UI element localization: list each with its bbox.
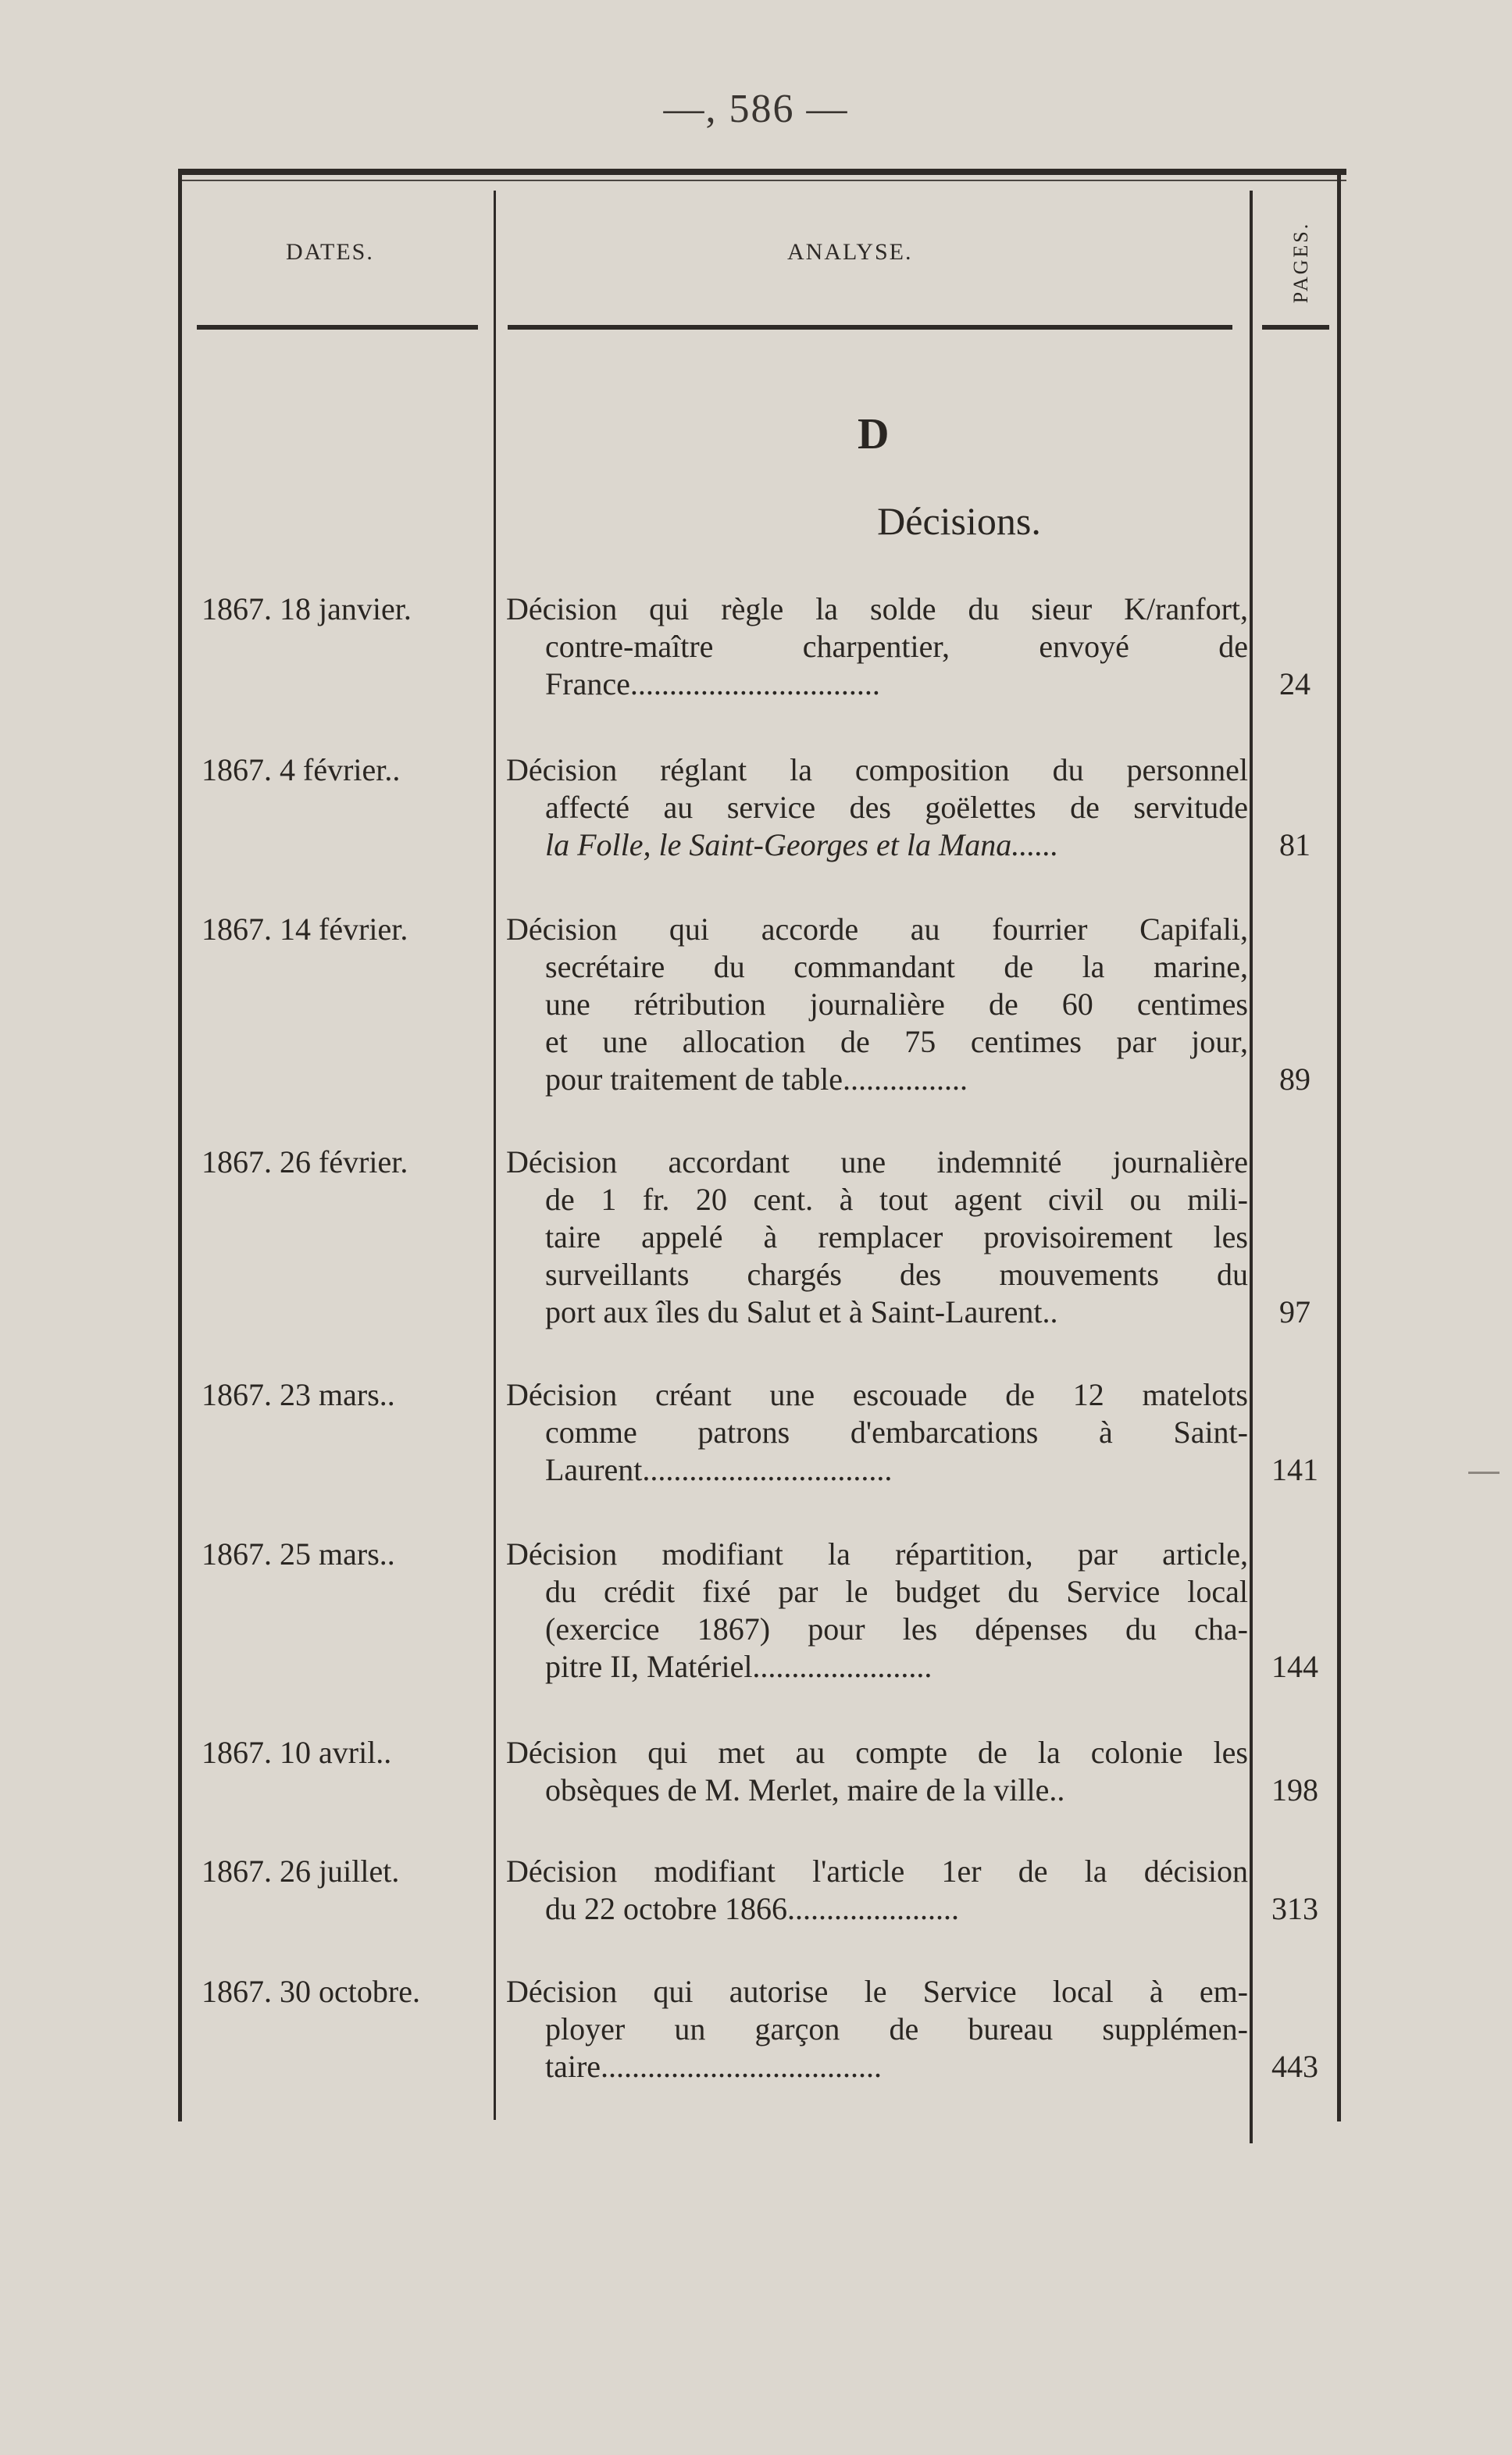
- entry-analysis: [506, 751, 1248, 864]
- analysis-line: Décision accordant une indemnité journalière: [506, 1144, 1248, 1179]
- analysis-line: comme patrons d'embarcations à Saint-: [545, 1415, 1248, 1450]
- table-right-border: [1337, 169, 1341, 2121]
- analysis-line: Décision qui règle la solde du sieur K/ranfort,: [506, 591, 1248, 626]
- analysis-line: du 22 octobre 1866......................: [545, 1891, 959, 1926]
- entry-page: 141: [1271, 1452, 1318, 1487]
- analysis-line: Laurent................................: [545, 1452, 893, 1487]
- entry-date: 1867. 26 février.: [201, 1144, 408, 1179]
- analyse-header-rule: [508, 325, 1232, 330]
- analysis-line: taire....................................: [545, 2049, 883, 2084]
- pages-header-label: PAGES.: [1289, 221, 1312, 304]
- analysis-line: affecté au service des goëlettes de servitude: [545, 790, 1248, 825]
- analysis-line: Décision qui accorde au fourrier Capifali,: [506, 912, 1248, 947]
- table-top-rule-thin: [178, 180, 1346, 181]
- analysis-line: secrétaire du commandant de la marine,: [545, 949, 1248, 984]
- entry-analysis: [506, 1376, 1248, 1489]
- entry-date: 1867. 14 février.: [201, 912, 408, 947]
- analysis-line: une rétribution journalière de 60 centimes: [545, 987, 1248, 1022]
- entry-page: 144: [1271, 1649, 1318, 1684]
- pages-header-rule: [1262, 325, 1329, 330]
- analysis-line: Décision modifiant la répartition, par article,: [506, 1536, 1248, 1572]
- analysis-line: (exercice 1867) pour les dépenses du cha-: [545, 1611, 1248, 1647]
- entry-page: 97: [1279, 1294, 1311, 1329]
- page-number: —, 586 —: [663, 87, 849, 131]
- index-table: [178, 169, 1346, 2121]
- analysis-line: France................................: [545, 666, 880, 701]
- margin-mark: [1468, 1472, 1500, 1474]
- analysis-line: Décision qui autorise le Service local à em-: [506, 1974, 1248, 2009]
- table-left-border: [178, 169, 182, 2121]
- analysis-line: Décision modifiant l'article 1er de la décision: [506, 1854, 1248, 1889]
- entry-page: 24: [1279, 666, 1311, 701]
- entry-analysis: [506, 911, 1248, 1098]
- section-title: Décisions.: [877, 499, 1041, 543]
- entry-date: 1867. 23 mars..: [201, 1377, 395, 1412]
- analysis-line: taire appelé à remplacer provisoirement les: [545, 1219, 1248, 1254]
- entry-date: 1867. 4 février..: [201, 752, 401, 787]
- entry-page: 198: [1271, 1772, 1318, 1807]
- dates-header-rule: [197, 325, 478, 330]
- entry-page: 89: [1279, 1062, 1311, 1097]
- pages-column-header: [1270, 200, 1332, 325]
- analysis-line: pitre II, Matériel.......................: [545, 1649, 933, 1684]
- entry-date: 1867. 26 juillet.: [201, 1854, 400, 1889]
- pages-column-divider: [1250, 191, 1253, 2143]
- analysis-line: obsèques de M. Merlet, maire de la ville..: [545, 1772, 1065, 1807]
- analysis-line: du crédit fixé par le budget du Service local: [545, 1574, 1248, 1609]
- analysis-line: Décision créant une escouade de 12 matelots: [506, 1377, 1248, 1412]
- analysis-line: Décision réglant la composition du personnel: [506, 752, 1248, 787]
- entry-date: 1867. 25 mars..: [201, 1536, 395, 1572]
- analysis-line: Décision qui met au compte de la colonie les: [506, 1735, 1248, 1770]
- dates-column-divider: [494, 191, 496, 2120]
- entry-date: 1867. 10 avril..: [201, 1735, 392, 1770]
- dates-column-header: DATES.: [286, 239, 374, 265]
- entry-analysis: [506, 1144, 1248, 1331]
- analyse-column-header: ANALYSE.: [787, 239, 913, 265]
- analysis-line: surveillants chargés des mouvements du: [545, 1257, 1248, 1292]
- analysis-line: port aux îles du Salut et à Saint-Laurent..: [545, 1294, 1058, 1329]
- entry-date: 1867. 18 janvier.: [201, 591, 412, 626]
- entry-page: 81: [1279, 827, 1311, 862]
- entry-analysis: [506, 591, 1248, 703]
- analysis-line: et une allocation de 75 centimes par jour,: [545, 1024, 1248, 1059]
- entry-date: 1867. 30 octobre.: [201, 1974, 420, 2009]
- analysis-line: la Folle, le Saint-Georges et la Mana......: [545, 827, 1059, 862]
- analysis-line: de 1 fr. 20 cent. à tout agent civil ou mili-: [545, 1182, 1248, 1217]
- section-letter: D: [858, 410, 890, 459]
- entry-page: 443: [1271, 2049, 1318, 2084]
- entry-analysis: [506, 1536, 1248, 1686]
- entry-page: 313: [1271, 1891, 1318, 1926]
- entry-analysis: [506, 1853, 1248, 1928]
- table-top-rule: [178, 169, 1346, 175]
- analysis-line: pour traitement de table................: [545, 1062, 968, 1097]
- entry-analysis: [506, 1973, 1248, 2086]
- entry-analysis: [506, 1734, 1248, 1809]
- analysis-line: contre-maître charpentier, envoyé de: [545, 629, 1248, 664]
- analysis-line: ployer un garçon de bureau supplémen-: [545, 2011, 1248, 2046]
